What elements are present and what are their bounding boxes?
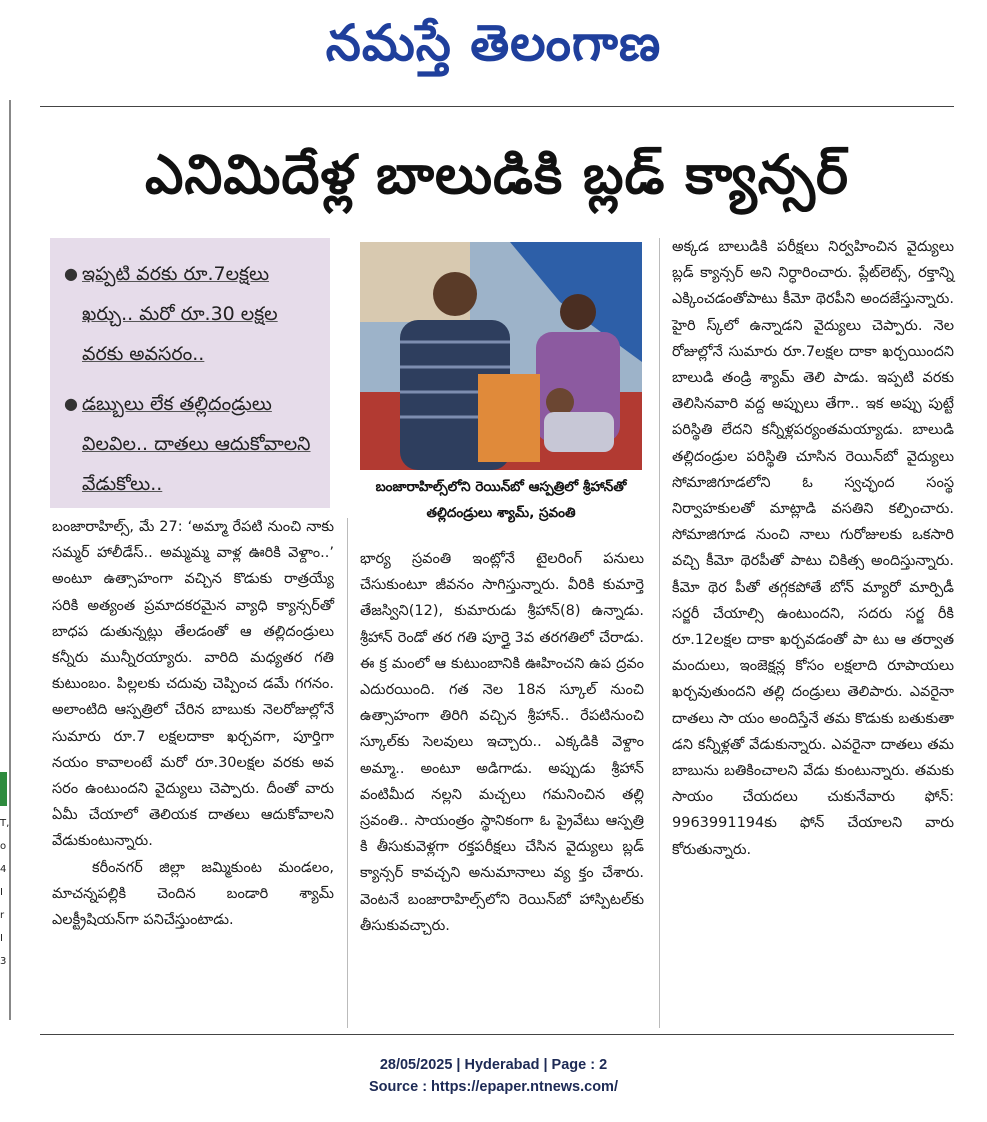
newspaper-masthead: నమస్తే తెలంగాణ — [325, 13, 662, 72]
bottom-rule — [40, 1034, 954, 1035]
article-column-3 — [672, 234, 954, 863]
bullet-icon: ● — [64, 264, 78, 283]
page-edge-char: I — [0, 887, 3, 898]
column-1-paragraph-2: కరీంనగర్ జిల్లా జమ్మికుంట మండలం, మాచన్నపల్లికి చెందిన బండారి శ్యామ్ ఎలక్ట్రీషియన్‌గా పనిచేస్తుంటాడు. — [52, 859, 334, 929]
page-edge-char: r — [0, 910, 5, 921]
article-column-2 — [360, 546, 644, 939]
column-2-text: భార్య స్రవంతి ఇంట్లోనే టైలరింగ్ పనులు చేసుకుంటూ జీవనం సాగిస్తున్నారు. వీరికి కుమార్తె తేజస్విని(12), కుమారుడు శ్రీహాన్(8) ఉన్నాడు. శ్రీహాన్ రెండో తర గతి పూర్తై 3వ తరగతిలో చేరాడు. ఈ క్ర మంలో ఆ కుటుంబానికి ఊహించని ఉప ద్రవం ఎదురయింది. గత నెల 18న స్కూల్ నుంచి ఉత్సాహంగా తిరిగి వచ్చిన శ్రీహాన్.. రేపటినుంచి స్కూల్‌కు సెలవులు ఇచ్చారు.. ఎక్కడికి వెళ్దాం అమ్మా.. అంటూ అడిగాడు. అప్పుడు శ్రీహాన్ వంటిమీద నల్లని మచ్చలు గమనించిన తల్లి స్రవంతి.. సాయంత్రం స్థానికంగా ఓ ప్రైవేటు ఆస్పత్రి కి తీసుకువెళ్లగా రక్తపరీక్షలు చేసిన వైద్యులు బ్లడ్ క్యాన్సర్ కావచ్చని అనుమానాలు వ్య క్తం చేశారు. వెంటనే బంజారాహిల్స్‌లోని రెయిన్‌బో హాస్పిటల్‌కు తీసుకువచ్చారు. — [360, 551, 644, 934]
edition-info: 28/05/2025 | Hyderabad | Page : 2 — [379, 1057, 608, 1073]
page-edge-char: o — [0, 841, 7, 852]
source-link[interactable]: Source : https://epaper.ntnews.com/ — [369, 1079, 618, 1095]
page-footer — [0, 1054, 987, 1098]
adjacent-page-edge — [0, 100, 12, 1020]
page-edge-char: 3 — [0, 956, 7, 967]
highlight-item — [64, 254, 316, 374]
page-edge-char: 4 — [0, 864, 7, 875]
column-divider — [347, 518, 348, 1028]
page-edge-char: T, — [0, 818, 10, 829]
highlight-item — [64, 384, 316, 504]
photo-caption: బంజారాహిల్స్‌లోని రెయిన్‌బో ఆస్పత్రిలో శ్రీహాన్‌తో తల్లిదండ్రులు శ్యామ్, స్రవంతి — [375, 479, 627, 521]
article-column-1 — [52, 514, 334, 933]
family-photo — [360, 242, 642, 470]
family-photo-illustration — [360, 242, 642, 470]
page-edge-char: I — [0, 933, 3, 944]
bullet-icon: ● — [64, 394, 78, 413]
article-clipping — [40, 106, 954, 1036]
page-edge-text — [0, 812, 10, 973]
column-1-text: బంజారాహిల్స్, మే 27: ‘అమ్మా రేపటి నుంచి నాకు సమ్మర్ హాలీడేస్.. అమ్మమ్మ వాళ్ల ఊరికి వెళ్దాం..’ అంటూ ఉత్సాహంగా వచ్చిన కొడుకు రాత్రయ్యే సరికి అత్యంత ప్రమాదకరమైన వ్యాధి క్యాన్సర్‌తో బాధప డుతున్నట్లు తేలడంతో ఆ తల్లిదండ్రులు కన్నీరు మున్నీరయ్యారు. వారిది మధ్యతర గతి కుటుంబం. పిల్లలకు చదువు చెప్పించ డమే గగనం. అలాంటిది ఆస్పత్రిలో చేరిన బాబుకు నెలరోజుల్లోనే సుమారు రూ.7 లక్షలదాకా ఖర్చవగా, పూర్తిగా నయం కావాలంటే మరో రూ.30లక్షల వరకు అవ సరం ఉంటుందని వైద్యులు చెప్పారు. దీంతో వారు ఏమీ చేయాలో తెలియక దాతలు ఆదుకోవాలని వేడుకుంటున్నారు. — [52, 519, 334, 850]
column-divider — [659, 238, 660, 1028]
highlight-text: ఇప్పటి వరకు రూ.7లక్షలు ఖర్చు.. మరో రూ.30 లక్షల వరకు అవసరం.. — [82, 263, 278, 365]
page-edge-color-tab — [0, 772, 7, 806]
highlight-text: డబ్బులు లేక తల్లిదండ్రులు విలవిల.. దాతలు ఆదుకోవాలని వేడుకోలు.. — [82, 393, 311, 495]
column-3-text: అక్కడ బాలుడికి పరీక్షలు నిర్వహించిన వైద్యులు బ్లడ్ క్యాన్సర్ అని నిర్ధారించారు. ప్లేట్‌లెట్స్, రక్తాన్ని ఎక్కించడంతోపాటు కీమో థెరపీని అందజేస్తున్నారు. హైరి స్క్‌లో ఉన్నాడని వైద్యులు చెప్పారు. నెల రోజుల్లోనే సుమారు రూ.7లక్షల దాకా ఖర్చయిందని బాలుడి తండ్రి శ్యామ్ తెలి పాడు. ఇప్పటి వరకు తెలిసినవారి వద్ద అప్పులు తేగా.. ఇక అప్పు పుట్టే పరిస్థితి లేదని కన్నీళ్లపర్యంతమయ్యాడు. బాలుడి తల్లిదండ్రుల పరిస్థితి చూసిన రెయిన్‌బో వైద్యులు సోమాజిగూడలోని ఓ స్వచ్ఛంద సంస్థ నిర్వాహకులతో మాట్లాడి వసతిని కల్పించారు. సోమాజిగూడ నుంచి నాలు గురోజులకు ఒకసారి వచ్చి కీమో థెరపీతో పాటు చికిత్స అందిస్తున్నారు. కీమో థెర పీతో తగ్గకపోతే బోన్ మ్యారో మార్పిడీ సర్జరీ చేయాల్సి ఉంటుందని, సదరు సర్జ రీకి రూ.12లక్షల దాకా ఖర్చవడంతో పా టు ఆ తర్వాత మందులు, ఇంజెక్షన్ల కోసం లక్షలాది రూపాయలు ఖర్చవుతుందని తల్లి దండ్రులు తెలిపారు. ఎవరైనా దాతలు సా యం అందిస్తేనే తమ కొడుకు బతుకుతా డని కన్నీళ్లతో వేడుకున్నారు. ఎవరైనా దాతలు తమ బాబును బతికించాలని వేడు కుంటున్నారు. తమకు సాయం చేయదలు చుకునేవారు ఫోన్: 9963991194కు ఫోన్ చేయాలని వారు కోరుతున్నారు. — [672, 239, 954, 858]
article-headline: ఎనిమిదేళ్ల బాలుడికి బ్లడ్ క్యాన్సర్ — [144, 143, 849, 206]
highlights-box — [50, 238, 330, 508]
top-rule — [40, 106, 954, 107]
